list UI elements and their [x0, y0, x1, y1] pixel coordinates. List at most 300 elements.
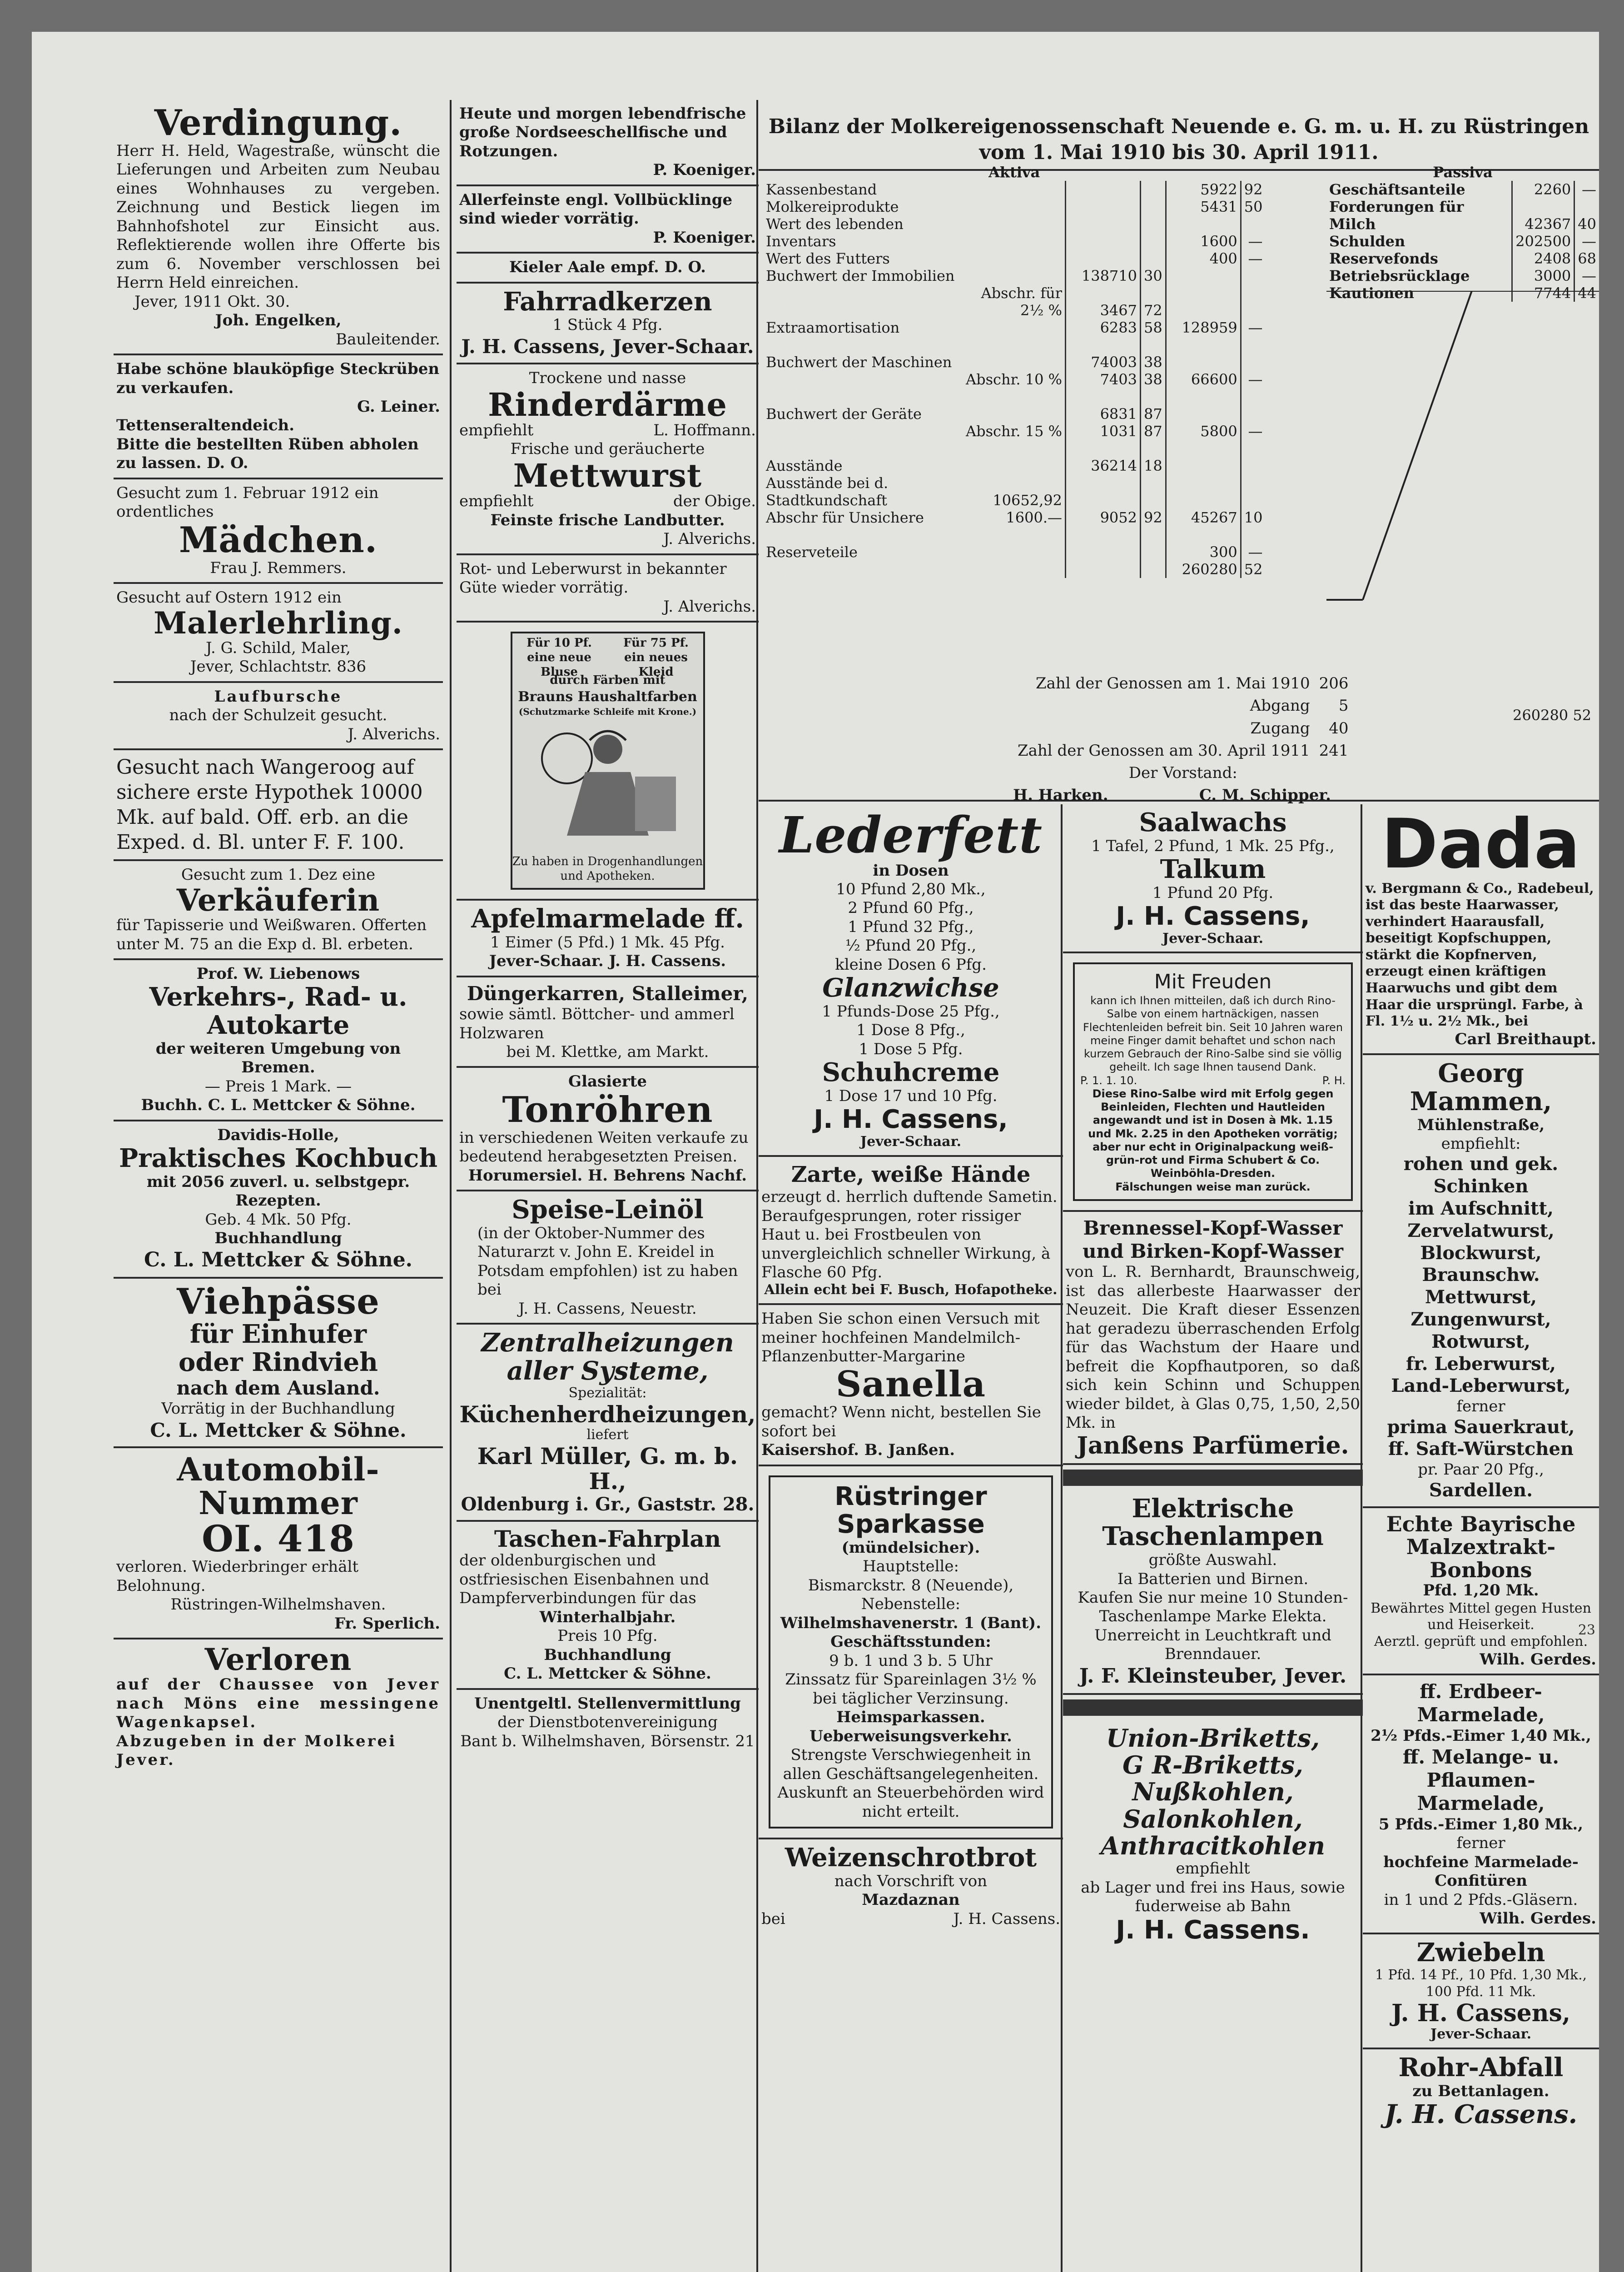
aktiva-total: [1166, 354, 1241, 371]
signature: H. Harken.: [1013, 786, 1108, 805]
passiva-cents: —: [1574, 233, 1599, 250]
members-row: [1013, 695, 1353, 717]
aktiva-total-cents: [1241, 284, 1265, 319]
ad-price: Pfd. 1,20 Mk.: [1423, 1581, 1539, 1600]
ad-warning: Fälschungen weise man zurück.: [1115, 1180, 1311, 1193]
ad-signature: P. Koeniger.: [653, 161, 756, 179]
aktiva-sub: [959, 354, 1066, 371]
passiva-row: [1326, 250, 1599, 267]
aktiva-cents: [1141, 250, 1166, 267]
ad-viehpaesse: [114, 1279, 443, 1448]
ad-body: Diese Rino-Salbe wird mit Erfolg gegen Beinleiden, Flechten und Hautleiden angewandt und ist in Dosen à Mk. 1.15 und Mk. 2.25 in den Apotheken vorrätig; aber nur echt in Originalpackung weiß-grün-rot und Firma Schubert & Co. Weinböhla-Dresden.: [1088, 1087, 1338, 1180]
ad-title: aller Systeme,: [507, 1355, 709, 1386]
aktiva-total: [1166, 336, 1241, 354]
aktiva-table: [763, 164, 1265, 578]
ad-label: Für 75 Pf. ein neues Kleid: [623, 636, 689, 679]
ad-fahrplan: [457, 1522, 759, 1689]
ad-bonbons: [1363, 1508, 1599, 1676]
ad-body: Haben Sie schon einen Versuch mit meiner hochfeinen Mandelmilch-Pflanzenbutter-Margarine: [761, 1310, 1040, 1365]
aktiva-cents: 38: [1141, 371, 1166, 388]
ad-title: Lederfett: [779, 806, 1043, 864]
ad-verkaeuferin: [114, 861, 443, 960]
ad-briketts: [1063, 1720, 1363, 1949]
aktiva-sub: [959, 561, 1066, 578]
price-line: ½ Pfund 20 Pfg.,: [845, 937, 977, 955]
ad-title: Weizenschrotbrot: [785, 1842, 1037, 1873]
rino-box: [1073, 962, 1353, 1201]
aktiva-cents: 30: [1141, 267, 1166, 284]
product-line: Blockwurst,: [1420, 1242, 1542, 1264]
ad-body: Heute und morgen lebendfrische große Nordseeschellfische und Rotzungen.: [459, 105, 746, 160]
newspaper-page: [32, 32, 1599, 2272]
ad-title-line: oder Rindvieh: [179, 1347, 378, 1377]
ad-price: Geb. 4 Mk. 50 Pfg.: [205, 1210, 352, 1229]
ad-title: Küchenherdheizungen,: [459, 1400, 756, 1428]
members-label: Abgang: [1250, 697, 1310, 715]
ad-body: erzeugt d. herrlich duftende Sametin. Beraufgesprungen, roter rissiger Haut u. bei Frostbeulen von unvergleichlich schneller Wirkung, à Flasche 60 Pfg.: [761, 1188, 1058, 1281]
ad-title: Zwiebeln: [1416, 1938, 1545, 1968]
margin-number: 23: [1578, 1622, 1595, 1638]
price-line: 10 Pfund 2,80 Mk.,: [836, 880, 986, 898]
aktiva-cents: 92: [1141, 509, 1166, 526]
ad-sub: liefert: [586, 1426, 629, 1443]
ad-body: verloren. Wiederbringer erhält Belohnung.: [116, 1558, 359, 1595]
passiva-label: Schulden: [1329, 233, 1405, 250]
aktiva-total: 260280: [1166, 561, 1241, 578]
ad-price: 1 Dose 17 und 10 Pfg.: [824, 1086, 998, 1105]
aktiva-row: [763, 509, 1265, 526]
ad-title: Fahrradkerzen: [503, 286, 712, 317]
passiva-amount: 7744: [1512, 284, 1574, 302]
passiva-label: Kautionen: [1329, 284, 1414, 302]
ad-line: Sardellen.: [1429, 1479, 1533, 1501]
aktiva-row: [763, 405, 1265, 423]
ad-firm: J. H. Cassens.: [1116, 1915, 1310, 1945]
product-line: rohen und gek. Schinken: [1403, 1153, 1559, 1197]
ad-title: Mit Freuden: [1154, 970, 1272, 994]
product-line: Rotwurst,: [1431, 1330, 1530, 1352]
ad-label: Für 10 Pf. eine neue Bluse: [526, 636, 592, 679]
ad-sub: Spezialität:: [568, 1385, 647, 1401]
aktiva-total: [1166, 526, 1241, 543]
ad-price-list: [761, 880, 1060, 974]
aktiva-amount: 36214: [1066, 457, 1141, 474]
ad-apfelmarmelade: [457, 901, 759, 977]
aktiva-amount: 9052: [1066, 509, 1141, 526]
aktiva-row: [763, 267, 1265, 284]
ad-laufbursche: [114, 683, 443, 750]
aktiva-amount: [1066, 561, 1141, 578]
ad-signature: Jever-Schaar. J. H. Cassens.: [489, 952, 726, 971]
aktiva-sub: Abschr. für 2½ %: [981, 284, 1062, 319]
aktiva-sub: Abschr. 15 %: [966, 423, 1062, 440]
aktiva-sub: [959, 181, 1066, 198]
ad-body: Bewährtes Mittel gegen Husten und Heiserkeit.: [1371, 1600, 1591, 1633]
passiva-row: [1326, 181, 1599, 198]
ad-firm: Karl Müller, G. m. b. H.,: [477, 1442, 738, 1495]
ad-title: Zentralheizungen: [481, 1328, 734, 1358]
passiva-row: [1326, 233, 1599, 250]
ad-body: ab Lager und frei ins Haus, sowie fuderweise ab Bahn: [1081, 1878, 1345, 1916]
ad-verdingung: [114, 100, 443, 355]
balance-subheading: vom 1. Mai 1910 bis 30. April 1911.: [979, 141, 1379, 164]
passiva-amount: 2408: [1512, 250, 1574, 267]
aktiva-cents: 87: [1141, 405, 1166, 423]
aktiva-amount: 1031: [1066, 423, 1141, 440]
ad-karte: [114, 960, 443, 1121]
ad-body: in verschiedenen Weiten verkaufe zu bedeutend herabgesetzten Preisen.: [459, 1128, 749, 1166]
ad-title: Taschen-Fahrplan: [494, 1525, 721, 1553]
ad-address: Oldenburg i. Gr., Gaststr. 28.: [461, 1493, 755, 1515]
ad-mammen: [1363, 1055, 1599, 1508]
aktiva-label: [763, 423, 959, 440]
members-value: 206: [1319, 674, 1349, 693]
ad-weizenschrot: [759, 1839, 1063, 1933]
ad-signature: Janßens Parfümerie.: [1077, 1431, 1349, 1460]
ad-title: Tonröhren: [502, 1089, 713, 1131]
balance-sheet: [759, 100, 1599, 805]
aktiva-total-cents: —: [1241, 215, 1265, 250]
ad-title: Verkehrs-, Rad- u. Autokarte: [149, 982, 407, 1041]
ad-signature: P. 1. 1. 10. P. H.: [1080, 1074, 1346, 1087]
ad-title: Düngerkarren, Stalleimer,: [467, 982, 749, 1005]
ad-stellenvermittlung: [457, 1690, 759, 1755]
ad-title: Talkum: [1160, 854, 1266, 885]
aktiva-sub: [959, 457, 1066, 474]
aktiva-row: [763, 371, 1265, 388]
aktiva-total-cents: 50: [1241, 198, 1265, 215]
aktiva-label: [763, 526, 959, 543]
aktiva-label: Wert des lebenden Inventars: [766, 215, 904, 250]
aktiva-amount: [1066, 388, 1141, 405]
aktiva-total: 300: [1166, 543, 1241, 561]
ad-firm: J. H. Cassens,: [1391, 1999, 1570, 2028]
product-title: Salonkohlen,: [1123, 1804, 1303, 1834]
aktiva-amount: 6831: [1066, 405, 1141, 423]
balance-heading: Bilanz der Molkereigenossenschaft Neuende e. G. m. u. H. zu Rüstringen: [768, 115, 1589, 138]
aktiva-label: [763, 440, 959, 457]
aktiva-total-cents: [1241, 526, 1265, 543]
aktiva-row: [763, 354, 1265, 371]
ad-body: Ueberweisungsverkehr.: [810, 1727, 1012, 1745]
ad-title: Praktisches Kochbuch: [119, 1143, 438, 1173]
ad-body: der oldenburgischen und ostfriesischen Eisenbahnen und Dampferverbindungen für das: [459, 1551, 710, 1608]
column-4: [1063, 804, 1363, 2272]
ad-zwiebeln: [1363, 1934, 1599, 2049]
ad-firm: J. H. Cassens.: [1384, 2099, 1578, 2130]
ad-title: Verkäuferin: [176, 882, 380, 918]
ad-malerlehrling: [114, 584, 443, 683]
aktiva-sub: [959, 267, 1066, 284]
ad-signature: Rüstringen-Wilhelmshaven.: [170, 1595, 386, 1614]
ad-signature: Joh. Engelken,: [215, 311, 342, 330]
aktiva-label: Abschr für Unsichere: [766, 509, 924, 526]
ad-signature: J. Alverichs.: [663, 530, 756, 548]
passiva-amount: 202500: [1512, 233, 1574, 250]
aktiva-cents: [1141, 215, 1166, 250]
aktiva-total-cents: [1241, 354, 1265, 371]
aktiva-total-cents: [1241, 457, 1265, 474]
ad-title: Viehpässe: [177, 1281, 380, 1323]
passiva-cents: 44: [1574, 284, 1599, 302]
aktiva-label: Buchwert der Immobilien: [766, 267, 955, 284]
aktiva-row: [763, 423, 1265, 440]
ad-sub: empfiehlt:: [1441, 1134, 1521, 1153]
ad-sub: empfiehlt: [1176, 1859, 1250, 1878]
ad-title: ff. Melange- u. Pflaumen-Marmelade,: [1403, 1745, 1559, 1815]
ad-sub: der weiteren Umgebung von Bremen.: [155, 1039, 401, 1077]
aktiva-total: 5431: [1166, 198, 1241, 215]
ad-signature: G. Leiner.: [357, 397, 440, 416]
aktiva-total: [1166, 405, 1241, 423]
ad-signature: J. F. Kleinsteuber, Jever.: [1079, 1664, 1347, 1688]
aktiva-total: 128959: [1166, 319, 1241, 336]
aktiva-row: [763, 250, 1265, 267]
ad-duengerkarren: [457, 977, 759, 1068]
ad-signature: J. Alverichs.: [348, 725, 440, 743]
aktiva-label: [763, 388, 959, 405]
ad-intro: Gesucht zum 1. Dez eine: [181, 866, 376, 884]
balance-void-line: [1326, 291, 1599, 618]
aktiva-row: [763, 457, 1265, 474]
aktiva-amount: 6283: [1066, 319, 1141, 336]
passiva-amount: 3000: [1512, 267, 1574, 284]
passiva-amount: 42367: [1512, 198, 1574, 233]
aktiva-sub: [959, 526, 1066, 543]
ad-body: Auskunft an Steuerbehörden wird nicht erteilt.: [777, 1784, 1044, 1821]
product-title: G R-Briketts,: [1122, 1750, 1303, 1779]
aktiva-sub: [959, 543, 1066, 561]
aktiva-total: 45267: [1166, 509, 1241, 526]
aktiva-label: Buchwert der Maschinen: [766, 354, 952, 371]
members-label: Zahl der Genossen am 1. Mai 1910: [1036, 674, 1310, 693]
ad-address: Bismarckstr. 8 (Neuende),: [808, 1576, 1014, 1594]
ad-rinderdaerme: [457, 364, 759, 555]
ad-title: Glanzwichse: [822, 973, 999, 1003]
aktiva-sub: [959, 215, 1066, 250]
ad-price: pr. Paar 20 Pfg.,: [1418, 1460, 1544, 1479]
aktiva-header: Aktiva: [988, 164, 1040, 181]
aktiva-total: 1600: [1166, 215, 1241, 250]
passiva-table: [1326, 164, 1599, 302]
aktiva-amount: [1066, 336, 1141, 354]
aktiva-total-cents: —: [1241, 423, 1265, 440]
ad-title: Echte Bayrische Malzextrakt-Bonbons: [1386, 1511, 1576, 1582]
ad-line: ff. Saft-Würstchen: [1388, 1438, 1574, 1460]
ad-taschenlampen: [1063, 1490, 1363, 1695]
aktiva-label: Molkereiprodukte: [766, 198, 899, 215]
members-row: [1013, 673, 1353, 695]
aktiva-total: [1166, 457, 1241, 474]
ad-label: Geschäftsstunden:: [830, 1633, 991, 1651]
ad-body: der Dienstbotenvereinigung: [497, 1713, 718, 1732]
price-line: 1 Pfund 32 Pfg.,: [848, 917, 974, 936]
ad-maedchen: [114, 479, 443, 584]
aktiva-sub: [959, 336, 1066, 354]
aktiva-total: 5800: [1166, 423, 1241, 440]
aktiva-row: [763, 388, 1265, 405]
ad-speiseleinoel: [457, 1191, 759, 1325]
ad-price: 1 Tafel, 2 Pfund, 1 Mk. 25 Pfg.,: [1091, 837, 1335, 855]
ad-title: Georg Mammen,: [1410, 1058, 1552, 1116]
ad-title: Brennessel-Kopf-Wasser und Birken-Kopf-Wasser: [1083, 1216, 1343, 1263]
aktiva-amount: [1066, 181, 1141, 198]
ad-sub: (mündelsicher).: [841, 1538, 980, 1557]
product-line: Land-Leberwurst,: [1391, 1375, 1571, 1397]
balance-aktiva: [763, 164, 1265, 578]
passiva-cents: 68: [1574, 250, 1599, 267]
ad-body: Kieler Aale empf. D. O.: [509, 258, 706, 277]
ad-body: gemacht? Wenn nicht, bestellen Sie sofort bei: [761, 1403, 1041, 1440]
aktiva-cents: 87: [1141, 423, 1166, 440]
ad-line: ferner: [1456, 1834, 1505, 1853]
aktiva-total: 66600: [1166, 371, 1241, 388]
ad-number: OI. 418: [202, 1517, 355, 1560]
column-3: [759, 804, 1063, 2272]
aktiva-sub: 1600.—: [1006, 509, 1062, 526]
price-line: 1 Dose 8 Pfg.,: [856, 1021, 965, 1040]
doll-figure-icon: [531, 722, 685, 840]
members-row: [1013, 717, 1353, 740]
aktiva-sub: [959, 319, 1066, 336]
aktiva-total-cents: [1241, 440, 1265, 457]
aktiva-total: 5922: [1166, 181, 1241, 198]
ad-fahrradkerzen: [457, 284, 759, 364]
members-row: [1013, 740, 1353, 762]
aktiva-total: [1166, 474, 1241, 509]
ad-title: Mettwurst: [513, 456, 702, 494]
ad-date: Jever, 1911 Okt. 30.: [134, 292, 290, 311]
aktiva-row: [763, 474, 1265, 509]
aktiva-cents: 18: [1141, 457, 1166, 474]
ad-body: Zinssatz für Spareinlagen 3½ % bei täglicher Verzinsung.: [785, 1670, 1037, 1708]
aktiva-amount: [1066, 474, 1141, 509]
aktiva-cents: [1141, 388, 1166, 405]
price-line: kleine Dosen 6 Pfg.: [835, 955, 987, 974]
ad-price: 1 Pfd. 14 Pf., 10 Pfd. 1,30 Mk., 100 Pfd. 11 Mk.: [1375, 1967, 1587, 2000]
ad-sub: mit 2056 zuverl. u. selbstgepr. Rezepten.: [146, 1172, 410, 1210]
product-line: Zungenwurst,: [1410, 1309, 1551, 1330]
ad-hours: 9 b. 1 und 3 b. 5 Uhr: [829, 1651, 993, 1670]
ad-body: für Tapisserie und Weißwaren. Offerten unter M. 75 an die Exp d. Bl. erbeten.: [116, 916, 427, 953]
aktiva-amount: 74003: [1066, 354, 1141, 371]
ad-place: Jever-Schaar.: [860, 1133, 962, 1150]
ad-price-list: [761, 1002, 1060, 1059]
aktiva-label: Kassenbestand: [766, 181, 877, 198]
aktiva-cents: [1141, 543, 1166, 561]
ad-body: Strengste Verschwiegenheit in allen Geschäftsangelegenheiten.: [783, 1746, 1039, 1783]
ad-sparkasse: [759, 1466, 1063, 1839]
ad-automobil: [114, 1448, 443, 1639]
ad-title: Zarte, weiße Hände: [791, 1161, 1031, 1187]
aktiva-label: Extraamortisation: [766, 319, 900, 336]
divider-bar: [1063, 1699, 1363, 1716]
ad-signature: Wilh. Gerdes.: [1480, 1650, 1596, 1669]
ad-price: 1 Stück 4 Pfg.: [552, 316, 663, 334]
aktiva-amount: 7403: [1066, 371, 1141, 388]
ad-title: Saalwachs: [1139, 807, 1287, 837]
aktiva-label: Ausstände bei d. Stadtkundschaft: [766, 474, 889, 509]
ad-intro: Davidis-Holle,: [217, 1126, 339, 1144]
ad-place: Jever-Schaar.: [1162, 930, 1264, 947]
ad-body: Aerztl. geprüft und empfohlen.: [1374, 1633, 1588, 1649]
ad-intro: Prof. W. Liebenows: [196, 964, 360, 983]
ad-price: 2½ Pfds.-Eimer 1,40 Mk.,: [1371, 1726, 1591, 1745]
ad-saalwachs: [1063, 804, 1363, 953]
ad-intro: Trockene und nasse: [529, 369, 686, 388]
ad-price: 5 Pfds.-Eimer 1,80 Mk.,: [1378, 1815, 1584, 1834]
ad-body: v. Bergmann & Co., Radebeul, ist das beste Haarwasser, verhindert Haarausfall, beseitigt Kopfschuppen, stärkt die Kopfnerven, erzeugt einen kräftigen Haarwuchs und gibt dem Haar die ursprüngl. Farbe, à Fl. 1½ u. 2½ Mk., bei: [1366, 880, 1594, 1030]
ad-signature: Horumersiel. H. Behrens Nachf.: [468, 1166, 747, 1185]
ad-title: Rinderdärme: [488, 385, 727, 424]
ad-signature: Buchh. C. L. Mettcker & Söhne.: [141, 1096, 416, 1115]
ad-signature: C. L. Mettcker & Söhne.: [144, 1248, 413, 1272]
passiva-row: [1326, 198, 1599, 233]
aktiva-total-cents: [1241, 267, 1265, 284]
aktiva-total: [1166, 388, 1241, 405]
aktiva-row: [763, 561, 1265, 578]
aktiva-total-cents: —: [1241, 319, 1265, 336]
price-line: 1 Dose 5 Pfg.: [859, 1040, 963, 1058]
ad-dada: [1363, 804, 1599, 1055]
balance-vorstand: Der Vorstand:: [1128, 764, 1237, 782]
ad-body: Unerreicht in Leuchtkraft und Brenndauer.: [1094, 1626, 1332, 1664]
passiva-amount: 2260: [1512, 181, 1574, 198]
ad-signature: Wilh. Gerdes.: [1480, 1909, 1596, 1928]
balance-title: [759, 100, 1599, 171]
passiva-label: Betriebsrücklage: [1329, 267, 1470, 284]
product-title: Anthracitkohlen: [1101, 1831, 1325, 1861]
ad-buecklinge: [457, 186, 759, 254]
ad-signature: Carl Breithaupt.: [1455, 1030, 1596, 1048]
ad-zentralheizungen: [457, 1325, 759, 1522]
ad-line: empfiehlt der Obige.: [459, 492, 756, 511]
aktiva-amount: [1066, 198, 1141, 215]
product-line: fr. Leberwurst,: [1405, 1353, 1556, 1375]
aktiva-cents: 38: [1141, 354, 1166, 371]
ad-marmelade: [1363, 1675, 1599, 1934]
passiva-cents: —: [1574, 181, 1599, 198]
aktiva-row: [763, 543, 1265, 561]
ad-price: — Preis 1 Mark. —: [204, 1077, 352, 1096]
passiva-cents: 40: [1574, 198, 1599, 233]
ad-signature: bei J. H. Cassens.: [761, 1909, 1060, 1928]
members-value: 241: [1319, 741, 1349, 760]
ad-rohrabfall: [1363, 2049, 1599, 2133]
ad-title: Rüstringer Sparkasse: [834, 1481, 987, 1540]
column-2: [457, 100, 759, 2272]
ad-signature: J. H. Cassens, Neuestr.: [518, 1299, 697, 1318]
ad-title: Apfelmarmelade ff.: [471, 904, 744, 934]
ad-body: von L. R. Bernhardt, Braunschweig, ist das allerbeste Haarwasser der Neuzeit. Die Kraft dieser Essenzen hat geradezu überraschenden Erfolg für das Wachstum der Haare und befreit die Kopfhautporen, so daß sich kein Schinn und Schuppen wieder bildet, à Glas 0,75, 1,50, 2,50 Mk. in: [1066, 1263, 1360, 1432]
ad-signature: C. L. Mettcker & Söhne.: [504, 1664, 711, 1683]
ad-body: Allerfeinste engl. Vollbücklinge sind wieder vorrätig.: [459, 190, 733, 228]
ad-product-list: [1366, 1153, 1596, 1397]
balance-footer: [1013, 673, 1353, 807]
passiva-total: 260280 52: [1513, 707, 1592, 724]
ad-body: Gesucht nach Wangeroog auf sichere erste Hypothek 10000 Mk. auf bald. Off. erb. an die Exped. d. Bl. unter F. F. 100.: [116, 756, 423, 854]
ad-address: Bant b. Wilhelmshaven, Börsenstr. 21: [460, 1732, 755, 1750]
ad-signature-address: Jever, Schlachtstr. 836: [190, 658, 367, 676]
ad-body: Ia Batterien und Birnen.: [1117, 1569, 1309, 1588]
column-1: [114, 100, 443, 2272]
ad-title: Schuhcreme: [822, 1057, 1000, 1088]
aktiva-total: 400: [1166, 250, 1241, 267]
divider-bar: [1063, 1470, 1363, 1486]
aktiva-amount: [1066, 543, 1141, 561]
sparkasse-box: [769, 1475, 1053, 1829]
ad-line: in 1 und 2 Pfds.-Gläsern.: [1384, 1890, 1578, 1909]
